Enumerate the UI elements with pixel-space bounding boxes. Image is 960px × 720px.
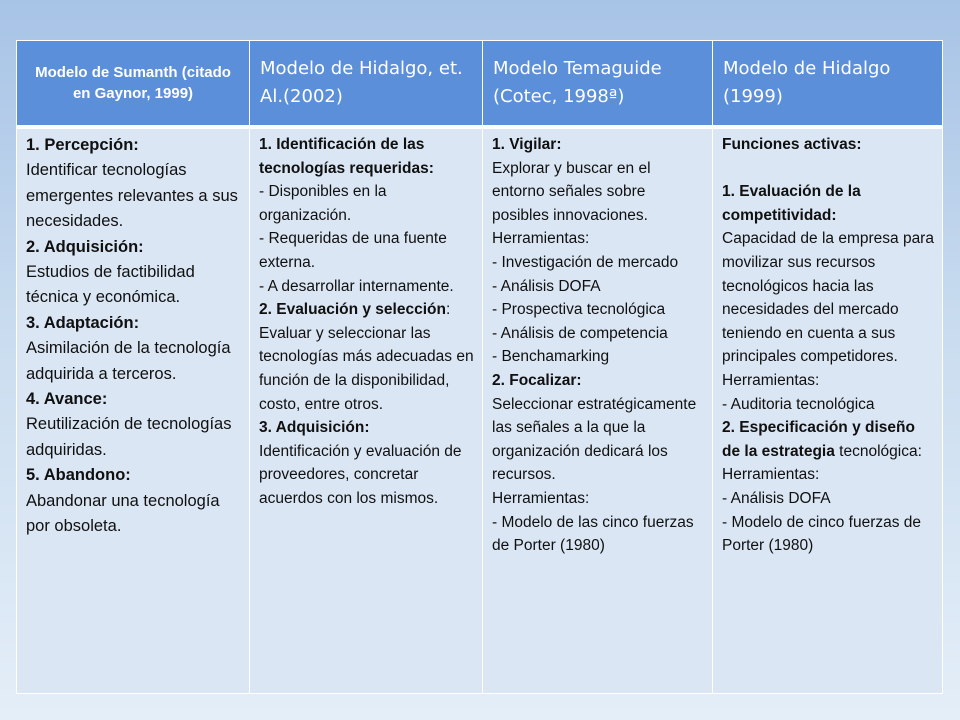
temaguide-s2-text: Seleccionar estratégicamente las señales a la que la organización dedicará los recursos. (492, 395, 697, 484)
hidalgo2002-s1-item: - Disponibles en la organización. (259, 183, 387, 224)
sumanth-step-3-text: Asimilación de la tecnología adquirida a terceros. (26, 339, 231, 383)
hidalgo1999-tool-item: - Auditoria tecnológica (722, 395, 875, 413)
sumanth-step-4-title: 4. Avance: (26, 390, 108, 409)
temaguide-tool-item: - Análisis de competencia (492, 324, 668, 342)
hidalgo1999-tools-label: Herramientas: (722, 371, 820, 389)
hidalgo1999-heading: Funciones activas: (722, 136, 862, 153)
temaguide-s1-title: 1. Vigilar: (492, 136, 562, 153)
temaguide-s2-title: 2. Focalizar: (492, 371, 582, 389)
sumanth-step-2-text: Estudios de factibilidad técnica y económica. (26, 263, 195, 307)
temaguide-tool-item: - Prospectiva tecnológica (492, 301, 666, 319)
sumanth-step-1-title: 1. Percepción: (26, 136, 139, 154)
hidalgo1999-s2-heading (722, 416, 936, 463)
hidalgo2002-s1-item: - A desarrollar internamente. (259, 277, 454, 295)
temaguide-tool-item: - Modelo de las cinco fuerzas de Porter (1980) (492, 513, 694, 555)
header-row (17, 41, 943, 128)
hidalgo1999-tools-label-2: Herramientas: (722, 466, 820, 484)
hidalgo2002-s2-text: Evaluar y seleccionar las tecnologías más adecuadas en función de la disponibilidad, costo, entre otros. (259, 324, 474, 413)
temaguide-tools-label: Herramientas: (492, 230, 590, 248)
hidalgo2002-s1-item: - Requeridas de una fuente externa. (259, 230, 447, 271)
sumanth-step-5-title: 5. Abandono: (26, 466, 131, 485)
cell-temaguide (483, 127, 713, 694)
hidalgo1999-s2-title: 2. Especificación y diseño de la estrategia (722, 419, 915, 460)
header-hidalgo-2002: Modelo de Hidalgo, et. Al.(2002) (250, 41, 483, 128)
hidalgo1999-s1-title: 1. Evaluación de la competitividad: (722, 183, 861, 224)
temaguide-tool-item: - Benchamarking (492, 348, 610, 366)
header-sumanth: Modelo de Sumanth (citado en Gaynor, 1999) (17, 41, 250, 128)
sumanth-step-4-text: Reutilización de tecnologías adquiridas. (26, 415, 232, 459)
hidalgo2002-s2-heading (259, 298, 476, 322)
sumanth-step-1-text: Identificar tecnologías emergentes relevantes a sus necesidades. (26, 161, 238, 231)
header-temaguide: Modelo Temaguide (Cotec, 1998ª) (483, 41, 713, 128)
hidalgo1999-s1-text: Capacidad de la empresa para movilizar sus recursos tecnológicos hacia las necesidades del mercado teniendo en cuenta a sus principales competidores. (722, 230, 934, 366)
hidalgo2002-s2-colon: : (445, 301, 451, 319)
temaguide-s1-text: Explorar y buscar en el entorno señales sobre posibles innovaciones. (492, 159, 651, 224)
header-hidalgo-1999: Modelo de Hidalgo (1999) (713, 41, 943, 128)
body-row (17, 127, 943, 694)
hidalgo1999-s2-suffix: tecnológica: (834, 442, 922, 460)
sumanth-step-3-title: 3. Adaptación: (26, 313, 140, 332)
temaguide-tools-label-2: Herramientas: (492, 489, 590, 507)
temaguide-tool-item: - Análisis DOFA (492, 277, 601, 295)
hidalgo2002-s2-title: 2. Evaluación y selección (259, 301, 446, 319)
temaguide-tool-item: - Investigación de mercado (492, 253, 679, 271)
sumanth-step-5-text: Abandonar una tecnología por obsoleta. (26, 491, 220, 536)
hidalgo2002-s1-title: 1. Identificación de las tecnologías requeridas: (259, 136, 434, 177)
cell-hidalgo-1999 (713, 127, 943, 694)
models-table (16, 40, 943, 694)
spacer (722, 157, 936, 181)
hidalgo2002-s3-text: Identificación y evaluación de proveedores, concretar acuerdos con los mismos. (259, 442, 462, 507)
hidalgo1999-tool-item: - Modelo de cinco fuerzas de Porter (1980) (722, 513, 922, 555)
sumanth-step-2-title: 2. Adquisición: (26, 237, 144, 256)
hidalgo1999-tool-item: - Análisis DOFA (722, 489, 831, 507)
cell-sumanth (17, 127, 250, 694)
hidalgo2002-s3-title: 3. Adquisición: (259, 419, 370, 437)
cell-hidalgo-2002 (250, 127, 483, 694)
